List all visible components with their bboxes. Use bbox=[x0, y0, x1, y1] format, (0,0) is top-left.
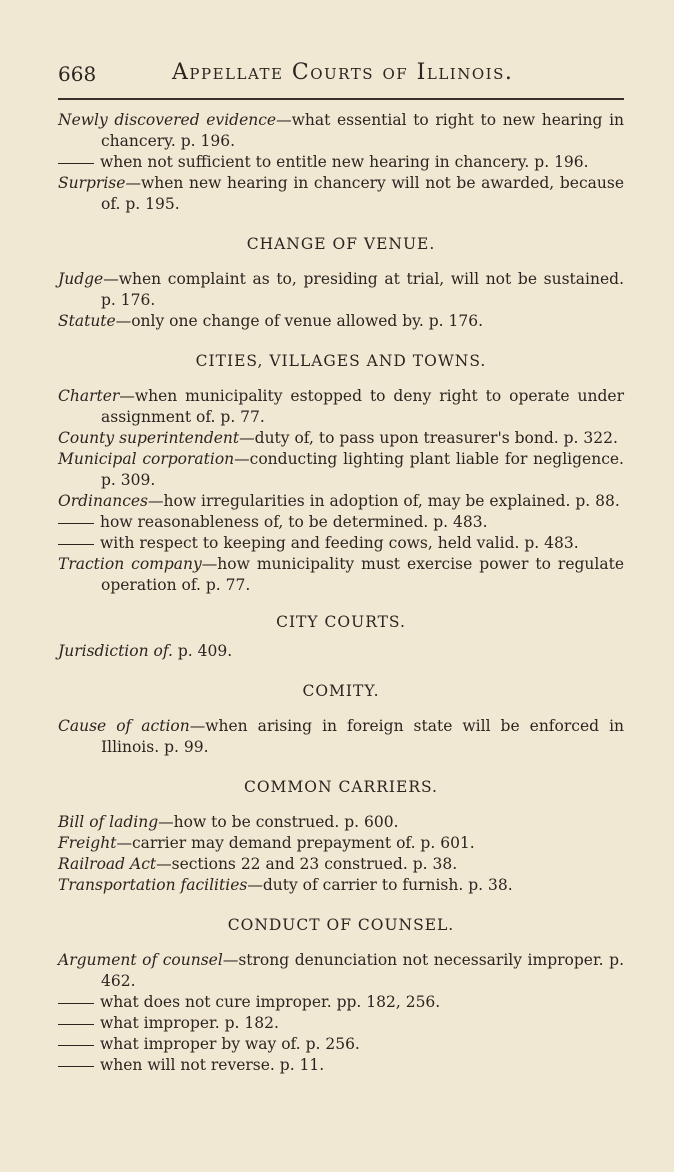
index-subentry bbox=[58, 533, 624, 554]
ditto-dash bbox=[58, 1066, 94, 1067]
entry-text: what does not cure improper. pp. 182, 256. bbox=[100, 993, 441, 1011]
entry-text: how reasonableness of, to be determined. p. 483. bbox=[100, 513, 488, 531]
header-rule bbox=[58, 98, 624, 100]
entry-key: Freight bbox=[58, 834, 117, 852]
page-number: 668 bbox=[58, 62, 97, 86]
entry-key: Surprise bbox=[58, 174, 126, 192]
entry-text: p. 409. bbox=[172, 642, 233, 660]
index-section bbox=[58, 351, 624, 596]
ditto-dash bbox=[58, 1045, 94, 1046]
entry-text: what improper. p. 182. bbox=[100, 1014, 279, 1032]
entry-key: Judge bbox=[58, 270, 104, 288]
entry-text: —when arising in foreign state will be enforced in Illinois. p. 99. bbox=[101, 717, 625, 756]
entry-text: —conducting lighting plant liable for negligence. p. 309. bbox=[101, 450, 624, 489]
section-heading: CITY COURTS. bbox=[276, 613, 406, 631]
index-entry bbox=[58, 491, 624, 512]
ditto-dash bbox=[58, 163, 94, 164]
section-heading: CITIES, VILLAGES AND TOWNS. bbox=[195, 352, 487, 370]
entry-key: Railroad Act bbox=[58, 855, 157, 873]
entry-key: County superintendent bbox=[58, 429, 240, 447]
entry-text: when will not reverse. p. 11. bbox=[100, 1056, 325, 1074]
index-subentry bbox=[58, 152, 624, 173]
entry-text: when not sufficient to entitle new hearing in chancery. p. 196. bbox=[100, 153, 589, 171]
index-entry bbox=[58, 311, 624, 332]
entry-text: what improper by way of. p. 256. bbox=[100, 1035, 360, 1053]
entry-text: —how to be construed. p. 600. bbox=[158, 813, 399, 831]
index-entry bbox=[58, 110, 624, 152]
index-body bbox=[58, 110, 624, 1076]
entry-text: —strong denunciation not necessarily improper. p. 462. bbox=[101, 951, 624, 990]
entry-key: Bill of lading bbox=[58, 813, 159, 831]
entry-text: —when municipality estopped to deny right to operate under assignment of. p. 77. bbox=[101, 387, 624, 426]
index-section bbox=[58, 915, 624, 1076]
entry-key: Charter bbox=[58, 387, 120, 405]
index-subentry bbox=[58, 1034, 624, 1055]
entry-key: Argument of counsel bbox=[58, 951, 223, 969]
index-section bbox=[58, 612, 624, 662]
ditto-dash bbox=[58, 523, 94, 524]
section-heading: CONDUCT OF COUNSEL. bbox=[227, 916, 455, 934]
index-subentry bbox=[58, 992, 624, 1013]
section-heading: CHANGE OF VENUE. bbox=[246, 235, 436, 253]
index-entry bbox=[58, 716, 624, 758]
index-entry bbox=[58, 449, 624, 491]
running-title: Appellate Courts of Illinois. bbox=[172, 60, 514, 85]
ditto-dash bbox=[58, 1024, 94, 1025]
entry-key: Traction company bbox=[58, 555, 202, 573]
entry-text: —sections 22 and 23 construed. p. 38. bbox=[156, 855, 458, 873]
index-entry bbox=[58, 173, 624, 215]
entry-key: Transportation facilities bbox=[58, 876, 248, 894]
index-section bbox=[58, 234, 624, 332]
entry-key: Ordinances bbox=[58, 492, 149, 510]
index-entry bbox=[58, 812, 624, 833]
entry-text: —carrier may demand prepayment of. p. 601. bbox=[116, 834, 475, 852]
ditto-dash bbox=[58, 1003, 94, 1004]
section-heading: COMMON CARRIERS. bbox=[243, 778, 438, 796]
index-entry bbox=[58, 641, 624, 662]
entry-key: Municipal corporation bbox=[58, 450, 235, 468]
section-heading: COMITY. bbox=[302, 682, 380, 700]
index-subentry bbox=[58, 1055, 624, 1076]
page-header bbox=[58, 58, 628, 92]
entry-text: —duty of carrier to furnish. p. 38. bbox=[247, 876, 513, 894]
entry-text: —what essential to right to new hearing in chancery. p. 196. bbox=[101, 111, 625, 150]
entry-text: —when new hearing in chancery will not be awarded, because of. p. 195. bbox=[101, 174, 624, 213]
index-entry bbox=[58, 554, 624, 596]
index-entry bbox=[58, 833, 624, 854]
entry-key: Statute bbox=[58, 312, 116, 330]
entry-key: Jurisdiction of. bbox=[58, 642, 173, 660]
entry-text: —duty of, to pass upon treasurer's bond. p. 322. bbox=[239, 429, 618, 447]
index-entry bbox=[58, 950, 624, 992]
entry-key: Newly discovered evidence bbox=[58, 111, 277, 129]
index-entry bbox=[58, 875, 624, 896]
index-section bbox=[58, 681, 624, 758]
index-section bbox=[58, 777, 624, 896]
index-subentry bbox=[58, 1013, 624, 1034]
index-section bbox=[58, 110, 624, 215]
entry-text: —how municipality must exercise power to regulate operation of. p. 77. bbox=[101, 555, 624, 594]
index-entry bbox=[58, 386, 624, 428]
index-entry bbox=[58, 269, 624, 311]
entry-text: —how irregularities in adoption of, may be explained. p. 88. bbox=[148, 492, 620, 510]
entry-text: —only one change of venue allowed by. p. 176. bbox=[115, 312, 484, 330]
index-entry bbox=[58, 428, 624, 449]
index-entry bbox=[58, 854, 624, 875]
entry-text: with respect to keeping and feeding cows, held valid. p. 483. bbox=[100, 534, 579, 552]
index-subentry bbox=[58, 512, 624, 533]
ditto-dash bbox=[58, 544, 94, 545]
entry-text: —when complaint as to, presiding at trial, will not be sustained. p. 176. bbox=[101, 270, 624, 309]
entry-key: Cause of action bbox=[58, 717, 190, 735]
